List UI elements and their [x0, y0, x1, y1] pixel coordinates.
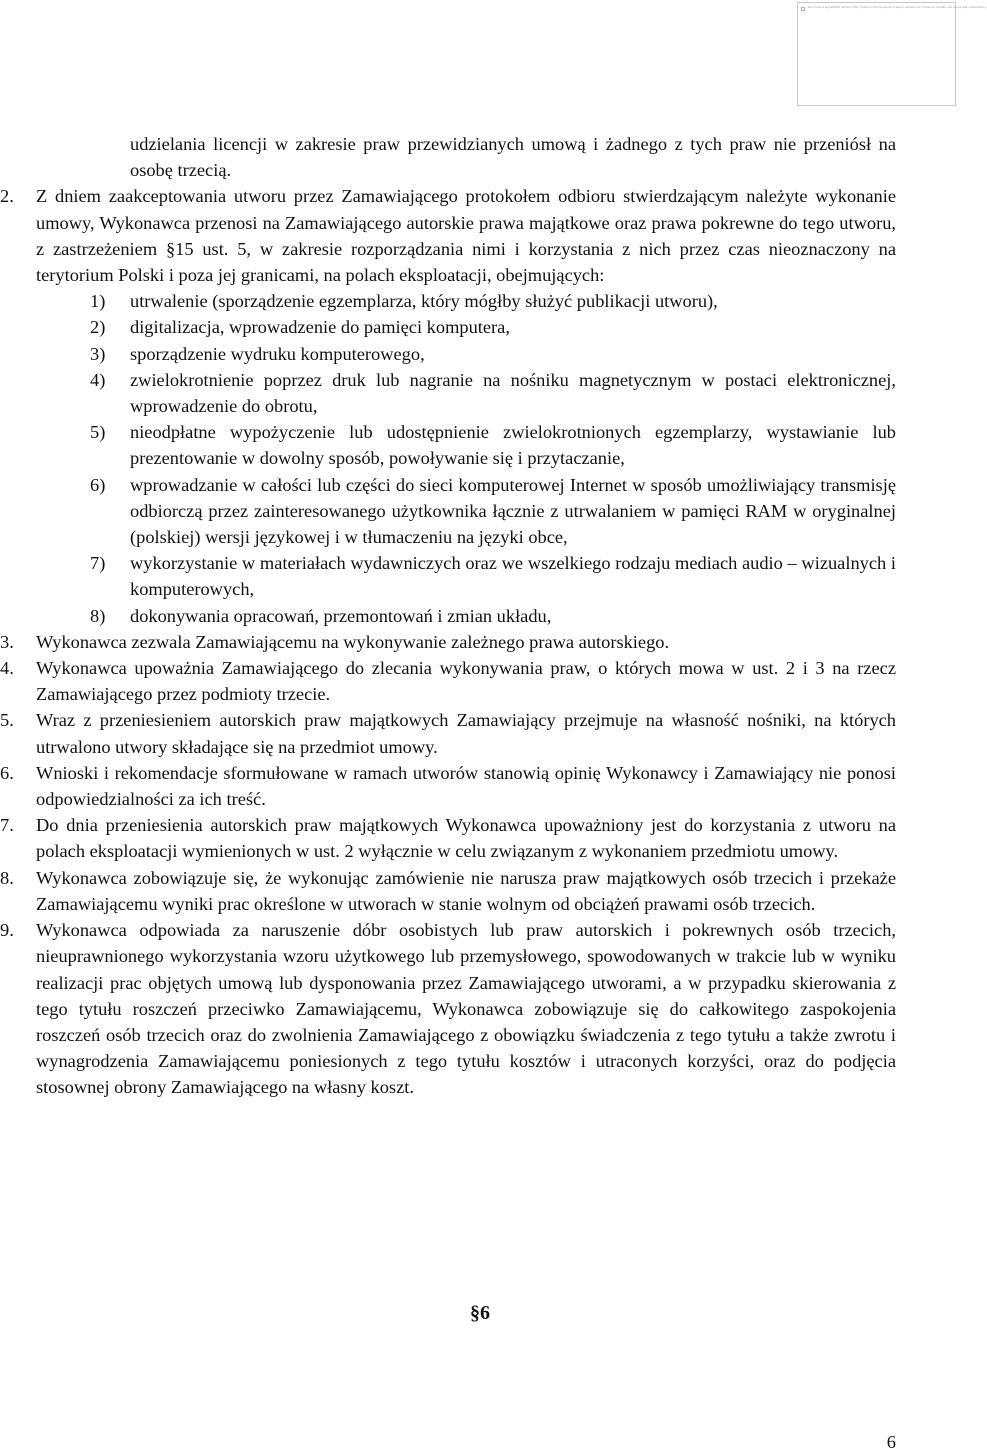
subitem-number: 5)	[90, 422, 106, 443]
subitem-8	[36, 603, 896, 629]
subitem-number: 8)	[90, 605, 106, 626]
item-number: 3.	[0, 631, 14, 652]
subitem-text: sporządzenie wydruku komputerowego,	[130, 343, 425, 364]
placeholder-text: Nie można wyświetlić obrazu. Być może na komputerze brakuje pamięci do otwarcia obrazu lub obraz jest uszkodzony.	[808, 5, 987, 9]
item-number: 7.	[0, 815, 14, 836]
item-number: 6.	[0, 762, 14, 783]
item-number: 8.	[0, 867, 14, 888]
item-number: 5.	[0, 710, 14, 731]
item-text: Z dniem zaakceptowania utworu przez Zamawiającego protokołem odbioru stwierdzającym należyte wykonanie umowy, Wykonawca przenosi na Zamawiającego autorskie prawa majątkowe oraz prawa pokrewne do tego utworu, z zastrzeżeniem §15 ust. 5, w zakresie rozporządzania nimi i korzystania z nich przez czas nieoznaczony na terytorium Polski i poza jej granicami, na polach eksploatacji, obejmujących:	[36, 186, 896, 286]
subitem-2	[36, 314, 896, 340]
page-number: 6	[886, 1432, 896, 1452]
list-item-7	[0, 812, 896, 864]
item-text: Wnioski i rekomendacje sformułowane w ramach utworów stanowią opinię Wykonawcy i Zamawiający nie ponosi odpowiedzialności za ich treść.	[36, 762, 896, 810]
subitem-number: 7)	[90, 553, 106, 574]
subitem-number: 3)	[90, 343, 106, 364]
item-number: 9.	[0, 920, 14, 941]
subitem-number: 1)	[90, 291, 106, 312]
subitem-text: digitalizacja, wprowadzenie do pamięci komputera,	[130, 317, 510, 338]
subitem-text: zwielokrotnienie poprzez druk lub nagranie na nośniku magnetycznym w postaci elektronicznej, wprowadzenie do obrotu,	[130, 369, 896, 417]
subitem-number: 2)	[90, 317, 106, 338]
subitem-4	[36, 367, 896, 419]
item-text: Wykonawca upoważnia Zamawiającego do zlecania wykonywania praw, o których mowa w ust. 2 i 3 na rzecz Zamawiającego przez podmioty trzecie.	[36, 658, 896, 705]
subitem-3	[36, 341, 896, 367]
intro-continuation: udzielania licencji w zakresie praw przewidzianych umową i żadnego z tych praw nie przeniósł na osobę trzecią.	[130, 134, 896, 181]
list-item-8	[0, 865, 896, 917]
broken-image-placeholder	[797, 2, 987, 106]
subitem-text: wprowadzanie w całości lub części do sieci komputerowej Internet w sposób umożliwiający transmisję odbiorczą przez zainteresowanego użytkownika łącznie z utrwalaniem w pamięci RAM w oryginalnej (polskiej) wersji językowej i w tłumaczeniu na języki obce,	[130, 474, 896, 548]
broken-image-icon	[801, 7, 805, 11]
subitem-text: utrwalenie (sporządzenie egzemplarza, który mógłby służyć publikacji utworu),	[130, 291, 718, 312]
list-item-6	[0, 760, 896, 812]
subitem-1	[36, 288, 896, 314]
item-number: 4.	[0, 658, 14, 679]
subitem-5	[36, 419, 896, 471]
item-text: Wykonawca zobowiązuje się, że wykonując zamówienie nie narusza praw majątkowych osób trzecich i przekaże Zamawiającemu wyniki prac określone w utworach w stanie wolnym od obciążeń prawami osób trzecich.	[36, 867, 896, 914]
subitem-7	[36, 550, 896, 602]
item-text: Do dnia przeniesienia autorskich praw majątkowych Wykonawca upoważniony jest do korzystania z utworu na polach eksploatacji wymienionych w ust. 2 wyłącznie w celu związanym z wykonaniem przedmiotu umowy.	[36, 815, 896, 862]
subitem-6	[36, 472, 896, 551]
subitem-text: nieodpłatne wypożyczenie lub udostępnienie zwielokrotnionych egzemplarzy, wystawianie lub prezentowanie w dowolny sposób, powoływanie się i przytaczanie,	[130, 422, 896, 469]
list-item-5	[0, 707, 896, 759]
subitem-text: dokonywania opracowań, przemontowań i zmian układu,	[130, 605, 552, 626]
item-text: Wykonawca zezwala Zamawiającemu na wykonywanie zależnego prawa autorskiego.	[36, 631, 670, 652]
subitem-number: 6)	[90, 474, 106, 495]
section-heading: §6	[470, 1302, 490, 1324]
subitem-number: 4)	[90, 369, 106, 390]
item-text: Wraz z przeniesieniem autorskich praw majątkowych Zamawiający przejmuje na własność nośniki, na których utrwalono utwory składające się na przedmiot umowy.	[36, 710, 896, 757]
item-number: 2.	[0, 186, 14, 207]
list-item-3	[0, 629, 896, 655]
document-body	[0, 131, 896, 1101]
list-item-9	[0, 917, 896, 1100]
list-item-4	[0, 655, 896, 707]
item-text: Wykonawca odpowiada za naruszenie dóbr osobistych lub praw autorskich i pokrewnych osób trzecich, nieuprawnionego wykorzystania wzoru użytkowego lub przemysłowego, spowodowanych w trakcie lub w wyniku realizacji prac objętych umową lub dysponowania przez Zamawiającego utworami, a w przypadku skierowania z tego tytułu roszczeń przeciwko Zamawiającemu, Wykonawca zobowiązuje się do całkowitego zaspokojenia roszczeń osób trzecich oraz do zwolnienia Zamawiającego z obowiązku świadczenia z tego tytułu a także zwrotu i wynagrodzenia Zamawiającemu poniesionych z tego tytułu kosztów i utraconych korzyści, oraz do podjęcia stosownej obrony Zamawiającego na własny koszt.	[36, 920, 896, 1098]
list-item-2	[0, 183, 896, 628]
subitem-text: wykorzystanie w materiałach wydawniczych oraz we wszelkiego rodzaju mediach audio – wizualnych i komputerowych,	[130, 553, 896, 600]
